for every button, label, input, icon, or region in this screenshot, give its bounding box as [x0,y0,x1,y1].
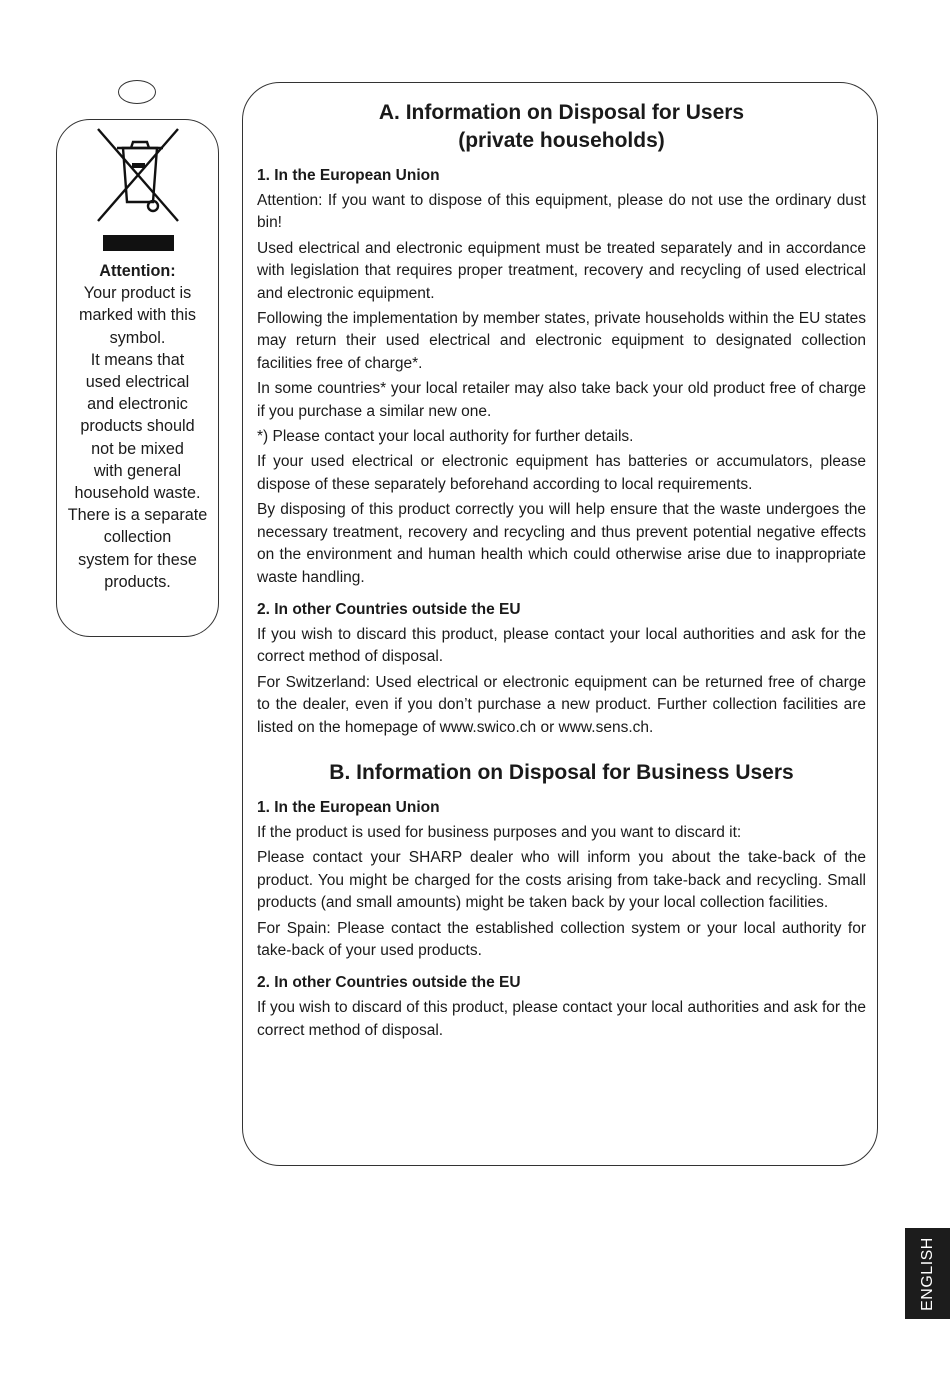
sidebar-body: Your product is marked with this symbol. It means that used electrical and electronic products should not be mixed with general household waste. There is a separate collection system for these products. [67,284,208,591]
disposal-info-box [242,82,878,1166]
section-b-title: B. Information on Disposal for Business Users [329,760,794,784]
paragraph: For Spain: Please contact the established collection system or your local authority for take-back of your used products. [257,919,866,959]
paragraph: If the product is used for business purposes and you want to discard it: [257,823,742,841]
paragraph: If you wish to discard this product, please contact your local authorities and ask for the correct method of disposal. [257,625,866,666]
paragraph: For Switzerland: Used electrical or electronic equipment can be returned free of charge to the dealer, even if you don’t purchase a new product. Further collection facilities are listed on the homepage of www.swico.ch or www.sens.ch. [257,673,866,736]
sidebar-heading: Attention: [99,262,176,280]
section-b-eu-heading: 1. In the European Union [257,798,440,816]
section-b-other-heading: 2. In other Countries outside the EU [257,974,521,992]
paragraph: If your used electrical or electronic equipment has batteries or accumulators, please dispose of these separately beforehand according to local requirements. [257,453,866,493]
paragraph: Following the implementation by member states, private households within the EU states may return their used electrical and electronic equipment to designated collection facilities free of charge*. [257,310,866,372]
crossed-out-wheelie-bin-icon [95,126,181,224]
weee-notice-panel [56,119,219,637]
section-a-title-line1: A. Information on Disposal for Users [378,101,745,124]
language-tab-label: ENGLISH [918,1236,936,1311]
section-a-title [257,99,866,155]
black-bar [103,235,174,251]
language-tab [905,1228,950,1319]
paragraph: By disposing of this product correctly you will help ensure that the waste undergoes the necessary treatment, recovery and recycling and thus prevent potential negative effects on the environment and human health which could otherwise arise due to inappropriate waste handling. [257,501,866,586]
section-a-title-line2: (private households) [458,129,665,152]
paragraph: In some countries* your local retailer may also take back your old product free of charge if you purchase a similar new one. [257,380,866,420]
paragraph: *) Please contact your local authority for further details. [257,428,634,446]
paragraph: Attention: If you want to dispose of this equipment, please do not use the ordinary dust bin! [257,192,866,232]
section-a-eu-heading: 1. In the European Union [257,167,440,184]
paragraph: Used electrical and electronic equipment must be treated separately and in accordance with legislation that requires proper treatment, recovery and recycling of used electrical and electronic equipment. [257,239,866,302]
paragraph: If you wish to discard of this product, please contact your local authorities and ask for the correct method of disposal. [257,999,866,1039]
page-number-oval [118,80,156,104]
section-a-other-heading: 2. In other Countries outside the EU [257,600,521,618]
paragraph: Please contact your SHARP dealer who will inform you about the take-back of the product. You might be charged for the costs arising from take-back and recycling. Small products (and small amounts) might be taken back by your local collection facilities. [257,849,866,912]
